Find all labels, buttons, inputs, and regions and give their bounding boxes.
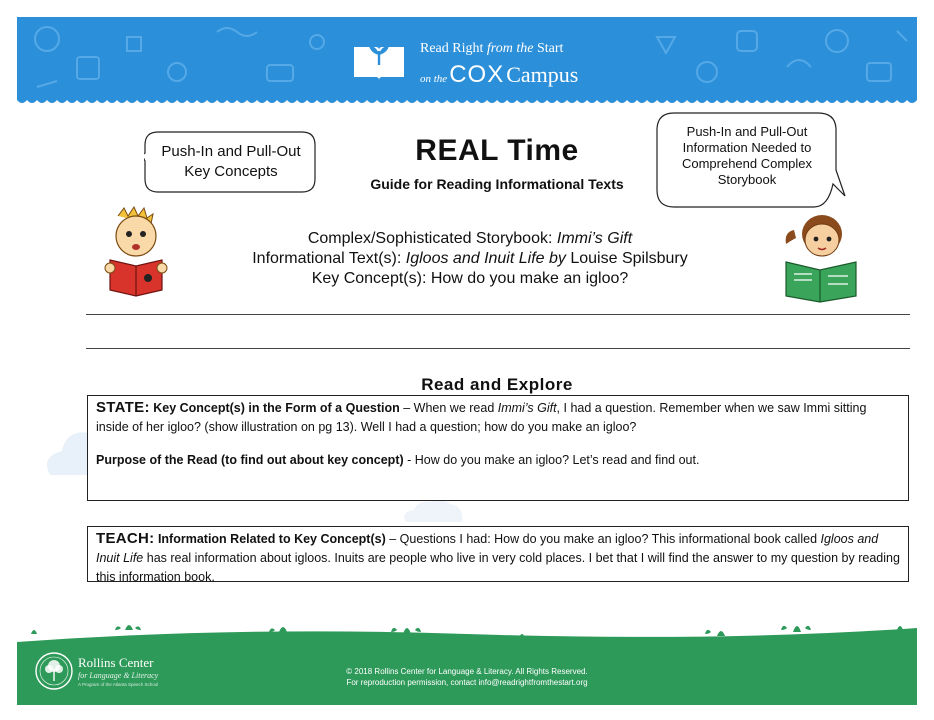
bubble-right-text: Push-In and Pull-Out Information Needed to Comprehend Complex Storybook [681,124,813,187]
cox-campus-logo [350,37,620,91]
header-banner [17,17,917,100]
cloud-small [400,498,470,524]
key-concept-line: Key Concept(s): How do you make an igloo? [311,270,629,287]
state-box [87,395,909,501]
teach-box [87,526,909,582]
bubble-left-text: Push-In and Pull-Out Key Concepts [161,143,301,180]
footer-copyright [300,666,634,688]
girl-reading-icon [780,208,860,304]
copyright-line: © 2018 Rollins Center for Language & Literacy. All Rights Reserved. [346,667,588,676]
boy-reading-icon [104,206,168,298]
teach-paragraph: TEACH: Information Related to Key Concept(s) – Questions I had: How do you make an igloo? This informational book called Igloos and Inuit Life has real information about igloos. Inuits are people who live in very cold places. I bet that I will find the answer to my question by reading this information book. [96,530,900,584]
permission-line: For reproduction permission, contact info@readrightfromthestart.org [346,678,588,687]
logo-line-two: on theCOXCampus [420,61,579,88]
tree-seal-icon [34,651,74,691]
footer-org-name: Rollins Center [78,655,154,670]
book-info [190,229,750,289]
section-heading: Read and Explore [421,375,573,394]
footer-org-tag: A Program of the Atlanta Speech School [78,682,159,687]
storybook-line: Complex/Sophisticated Storybook: Immi’s Gift [307,230,633,247]
banner-scalloped-edge [17,98,917,106]
page-title: REAL Time [415,134,579,167]
open-book-plant-icon [350,37,408,83]
page-subtitle: Guide for Reading Informational Texts [370,176,624,192]
logo-line-one: Read Right from the Start [420,41,564,56]
informational-text-line: Informational Text(s): Igloos and Inuit Life by Louise Spilsbury [252,250,688,267]
divider-bottom [86,348,910,349]
state-paragraph: STATE: Key Concept(s) in the Form of a Question – When we read Immi’s Gift, I had a question. Remember when we saw Immi sitting inside of her igloo? (show illustration on pg 13). Well I had a question; how do you make an igloo? [96,399,867,434]
divider-top [86,314,910,315]
footer-org-sub: for Language & Literacy [78,671,159,680]
purpose-paragraph: Purpose of the Read (to find out about key concept) - How do you make an igloo? Let’s read and find out. [96,453,700,467]
